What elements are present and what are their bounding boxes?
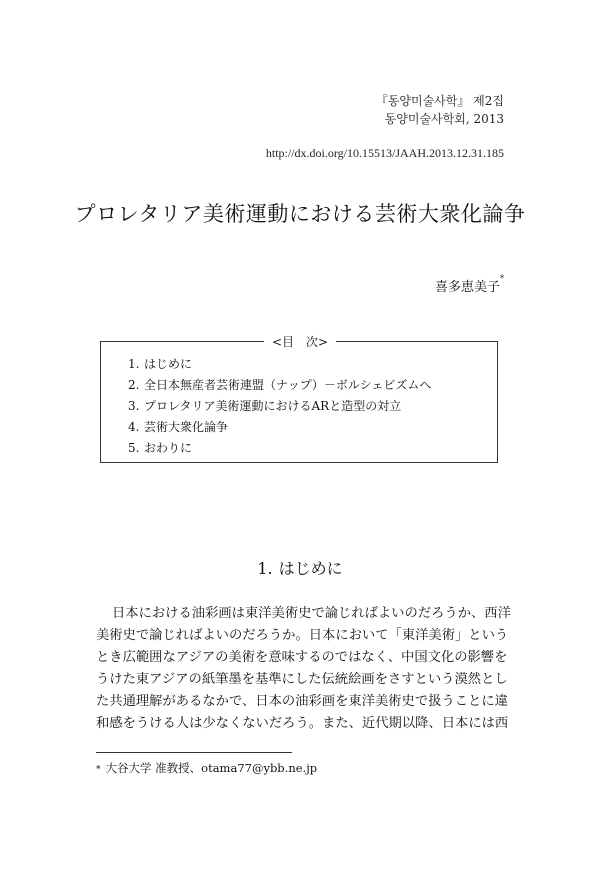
section-heading bbox=[0, 556, 600, 579]
body-paragraph bbox=[96, 603, 511, 736]
toc-item-number: 5. bbox=[128, 441, 140, 455]
toc-item-text: おわりに bbox=[144, 441, 193, 455]
footnote bbox=[96, 760, 317, 776]
section-number: 1. bbox=[257, 559, 273, 578]
footnote-divider bbox=[96, 752, 292, 753]
body-line: とき広範囲なアジアの美術を意味するのではなく、中国文化の影響を bbox=[96, 650, 508, 666]
toc-item-number: 1. bbox=[128, 357, 140, 371]
toc-item-text: 芸術大衆化論争 bbox=[144, 420, 229, 434]
toc-item-text: 全日本無産者芸術連盟（ナップ）－ボルシェビズムへ bbox=[144, 378, 432, 392]
footnote-text: 大谷大学 准教授、otama77@ybb.ne.jp bbox=[105, 761, 318, 775]
toc-item-number: 4. bbox=[128, 420, 140, 434]
journal-publisher: 동양미술사학회, 2013 bbox=[384, 112, 504, 126]
paper-title: プロレタリア美術運動における芸術大衆化論争 bbox=[74, 202, 526, 226]
author-name: 喜多恵美子 bbox=[434, 280, 500, 295]
body-line: 和感をうける人は少なくないだろう。また、近代期以降、日本には西 bbox=[96, 716, 509, 732]
toc-list bbox=[128, 354, 431, 459]
toc-heading bbox=[0, 333, 600, 350]
toc-item-text: プロレタリア美術運動におけるARと造型の対立 bbox=[144, 399, 402, 413]
toc-item bbox=[128, 354, 431, 375]
section-title-text: はじめに bbox=[278, 559, 343, 578]
body-line: うけた東アジアの紙筆墨を基準にした伝統絵画をさすという漠然とし bbox=[96, 672, 508, 688]
toc-item-text: はじめに bbox=[144, 357, 193, 371]
body-line: 日本における油彩画は東洋美術史で論じればよいのだろうか、西洋 bbox=[112, 606, 511, 621]
body-line: 美術史で論じればよいのだろうか。日本において「東洋美術」という bbox=[96, 628, 509, 644]
toc-item-number: 2. bbox=[128, 378, 140, 392]
doi-link[interactable]: http://dx.doi.org/10.15513/JAAH.2013.12.31.185 bbox=[265, 146, 504, 160]
journal-title: 『동양미술사학』 제2집 bbox=[375, 94, 504, 108]
body-line: た共通理解があるなかで、日本の油彩画を東洋美術史で扱うことに違 bbox=[96, 694, 508, 710]
toc-item-number: 3. bbox=[128, 399, 140, 413]
toc-heading-text: <目 次> bbox=[264, 335, 336, 349]
author bbox=[435, 276, 504, 295]
author-footnote-mark: * bbox=[500, 274, 504, 283]
footnote-mark: * bbox=[96, 765, 101, 775]
toc-item bbox=[128, 417, 431, 438]
toc-item bbox=[128, 375, 431, 396]
toc-item bbox=[128, 438, 431, 459]
toc-item bbox=[128, 396, 431, 417]
